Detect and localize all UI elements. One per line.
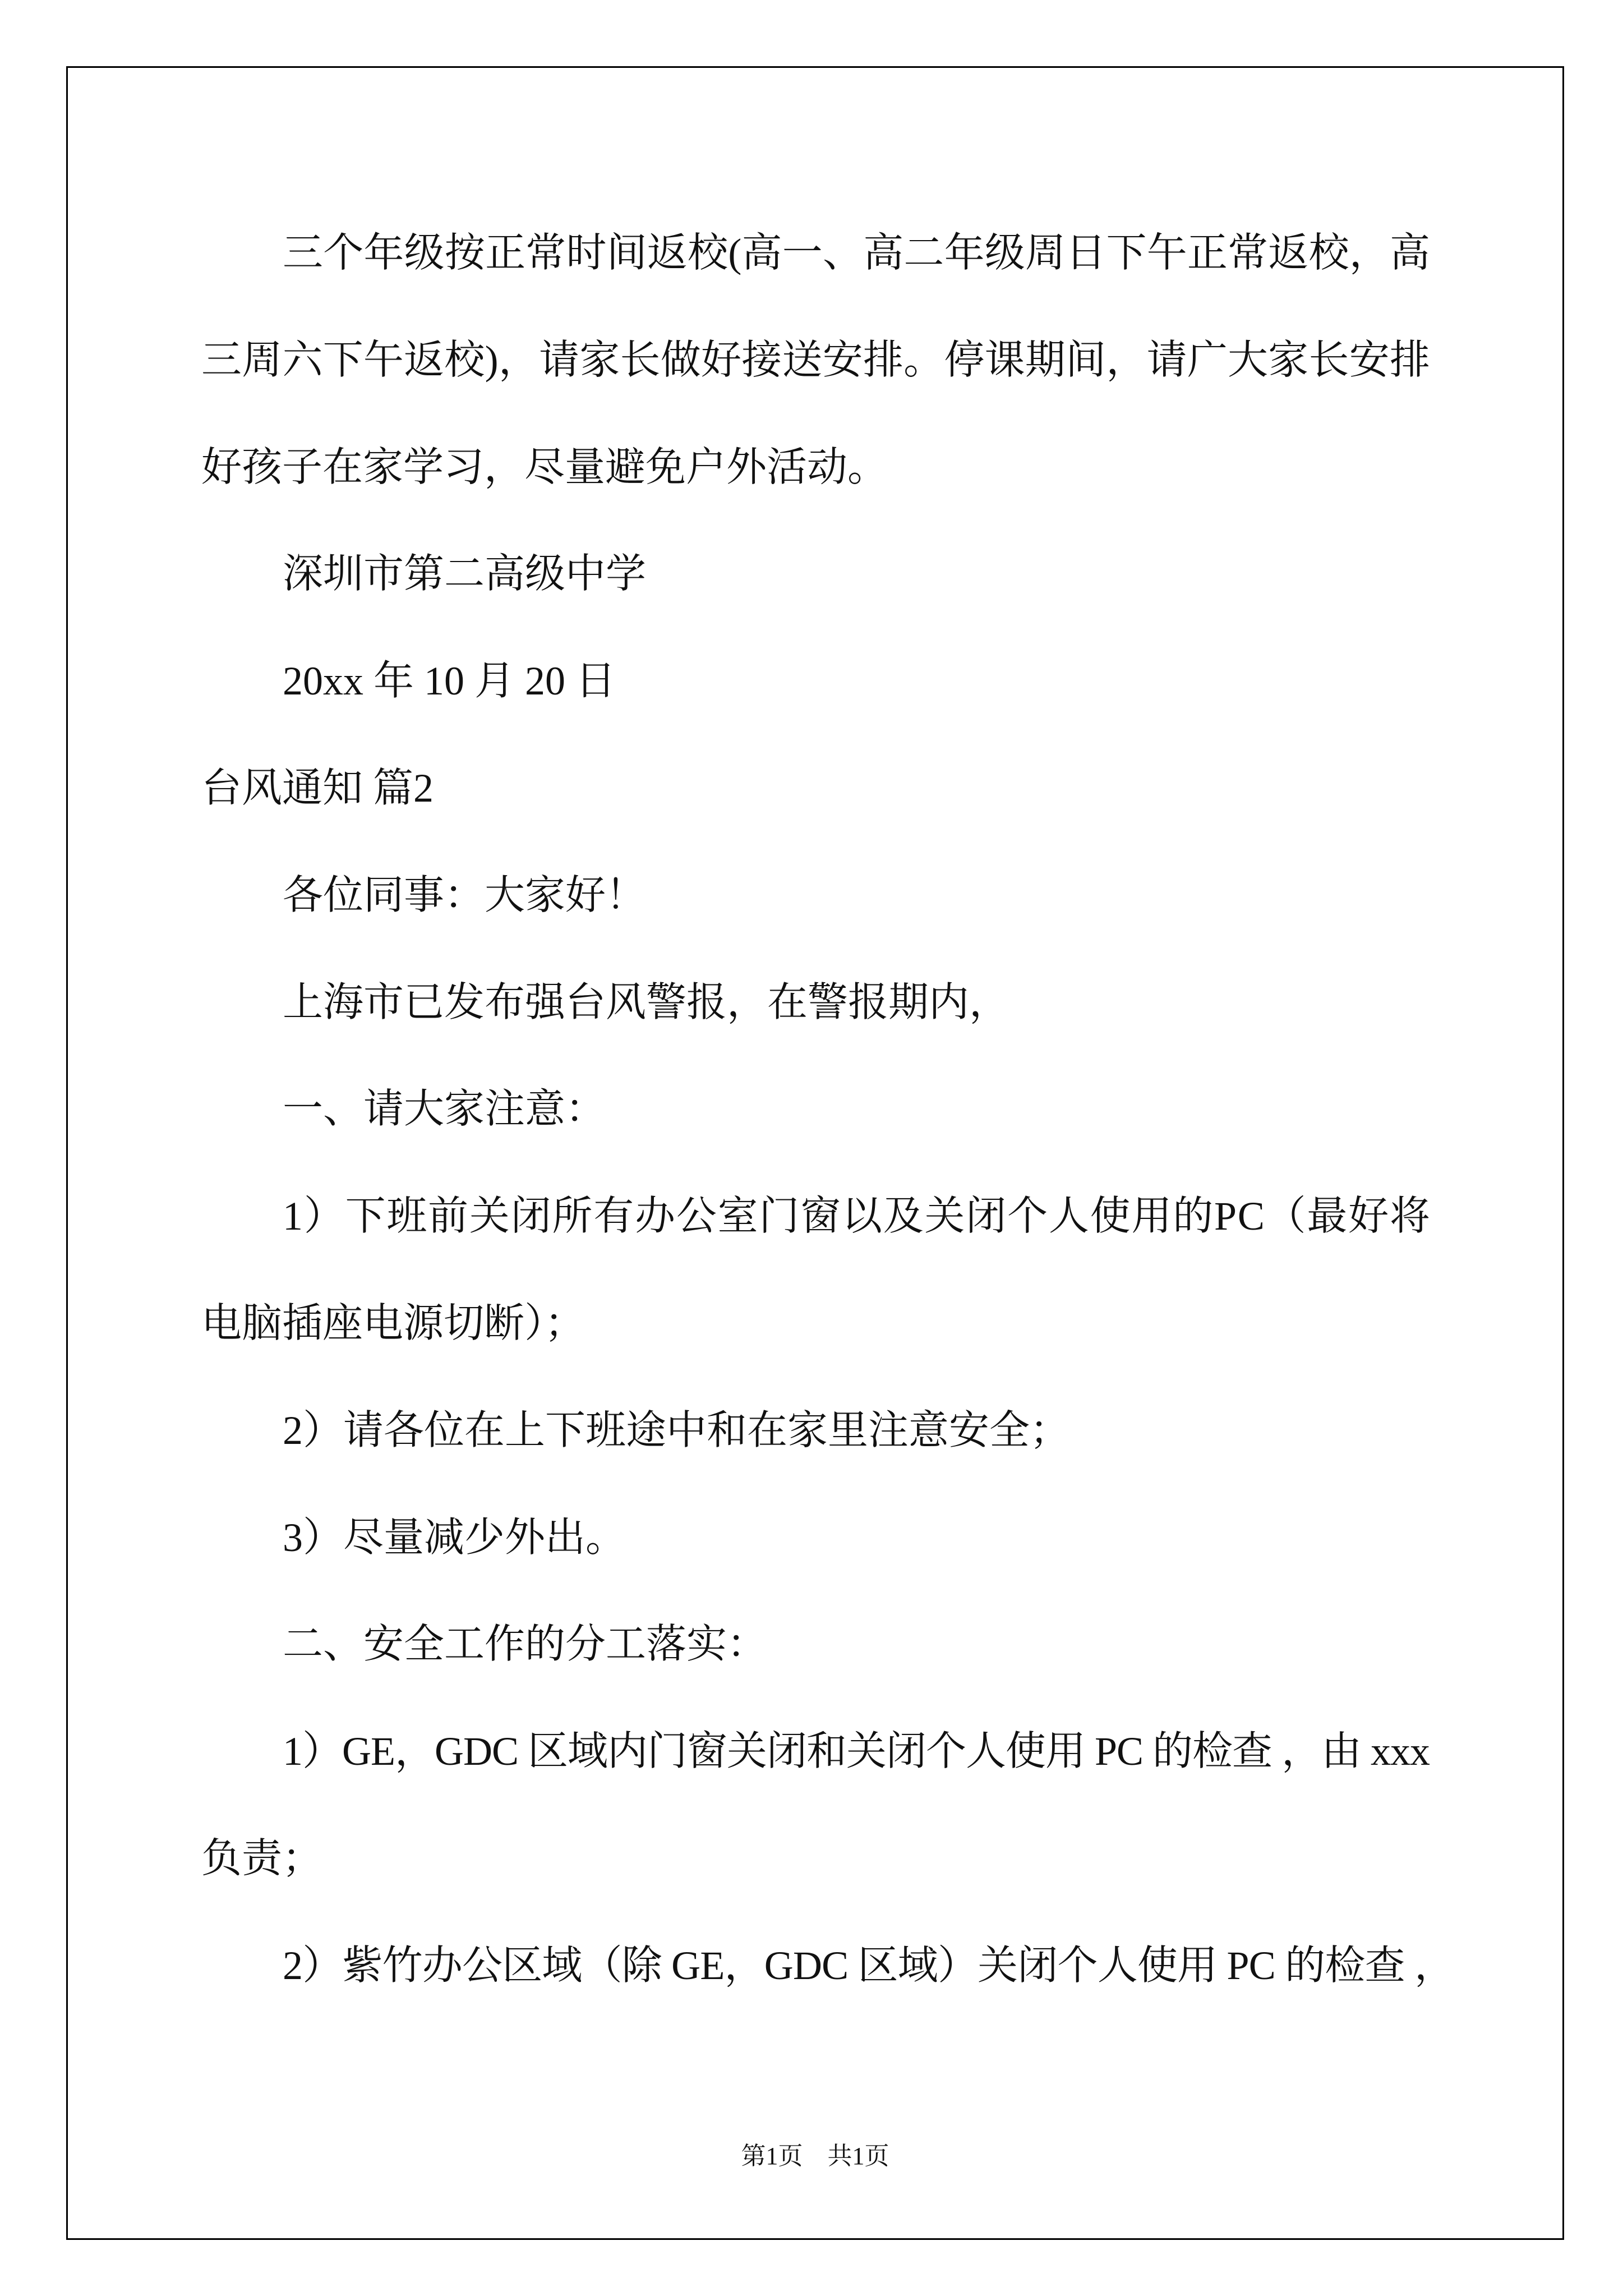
notice-1: [201, 200, 1430, 735]
text-line: [201, 1270, 1430, 1377]
section-heading: 二、安全工作的分工落实：: [283, 1622, 768, 1667]
text-line: [201, 1805, 1430, 1912]
list-item: 2）紫竹办公区域（除 GE，GDC 区域）关闭个人使用 PC 的检查 ，: [283, 1943, 1455, 1988]
text-line: [201, 1377, 1430, 1484]
signature: 深圳市第二高级中学: [283, 551, 647, 597]
text-line: [201, 307, 1430, 414]
list-item-continuation: 电脑插座电源切断）；: [201, 1300, 585, 1346]
notice-1-body-line: 三周六下午返校)，请家长做好接送安排。停课期间，请广大家长安排: [201, 337, 1431, 383]
section-attention: [201, 1056, 1430, 1591]
text-line: [201, 521, 1430, 628]
text-line: [201, 1912, 1455, 2019]
list-item: 3）尽量减少外出。: [283, 1515, 626, 1560]
text-line: [201, 949, 1430, 1056]
notice-1-body-line: 三个年级按正常时间返校(高一、高二年级周日下午正常返校，高: [283, 231, 1431, 275]
section-heading: 一、请大家注意：: [283, 1087, 606, 1132]
notice-1-body-line: 好孩子在家学习，尽量避免户外活动。: [201, 444, 888, 490]
list-item: 1）GE，GDC 区域内门窗关闭和关闭个人使用 PC 的检查 ，由 xxx: [283, 1729, 1430, 1774]
text-line: [201, 735, 1430, 842]
intro-paragraph: 上海市已发布强台风警报，在警报期内，: [283, 979, 1010, 1025]
text-line: [201, 414, 1430, 521]
greeting: 各位同事：大家好！: [283, 872, 647, 918]
text-line: [201, 1484, 1430, 1591]
text-line: [201, 1698, 1430, 1805]
page-footer: [66, 2142, 1564, 2171]
text-line: [201, 1163, 1430, 1270]
text-line: [201, 200, 1430, 307]
notice-date: 20xx 年 10 月 20 日: [283, 659, 616, 704]
list-item: 2）请各位在上下班途中和在家里注意安全；: [283, 1407, 1071, 1453]
document-body: [201, 200, 1455, 2019]
page-number: 第1页 共1页: [741, 2142, 889, 2170]
text-line: [201, 1591, 1430, 1698]
notice-title: 台风通知 篇2: [201, 765, 434, 811]
list-item: 1）下班前关闭所有办公室门窗以及关闭个人使用的PC（最好将: [283, 1194, 1431, 1239]
text-line: [201, 628, 1430, 735]
text-line: [201, 1056, 1430, 1163]
text-line: [201, 842, 1430, 949]
section-assignments: [201, 1591, 1455, 2019]
notice-2: [201, 735, 1455, 2019]
list-item-continuation: 负责；: [201, 1835, 323, 1881]
